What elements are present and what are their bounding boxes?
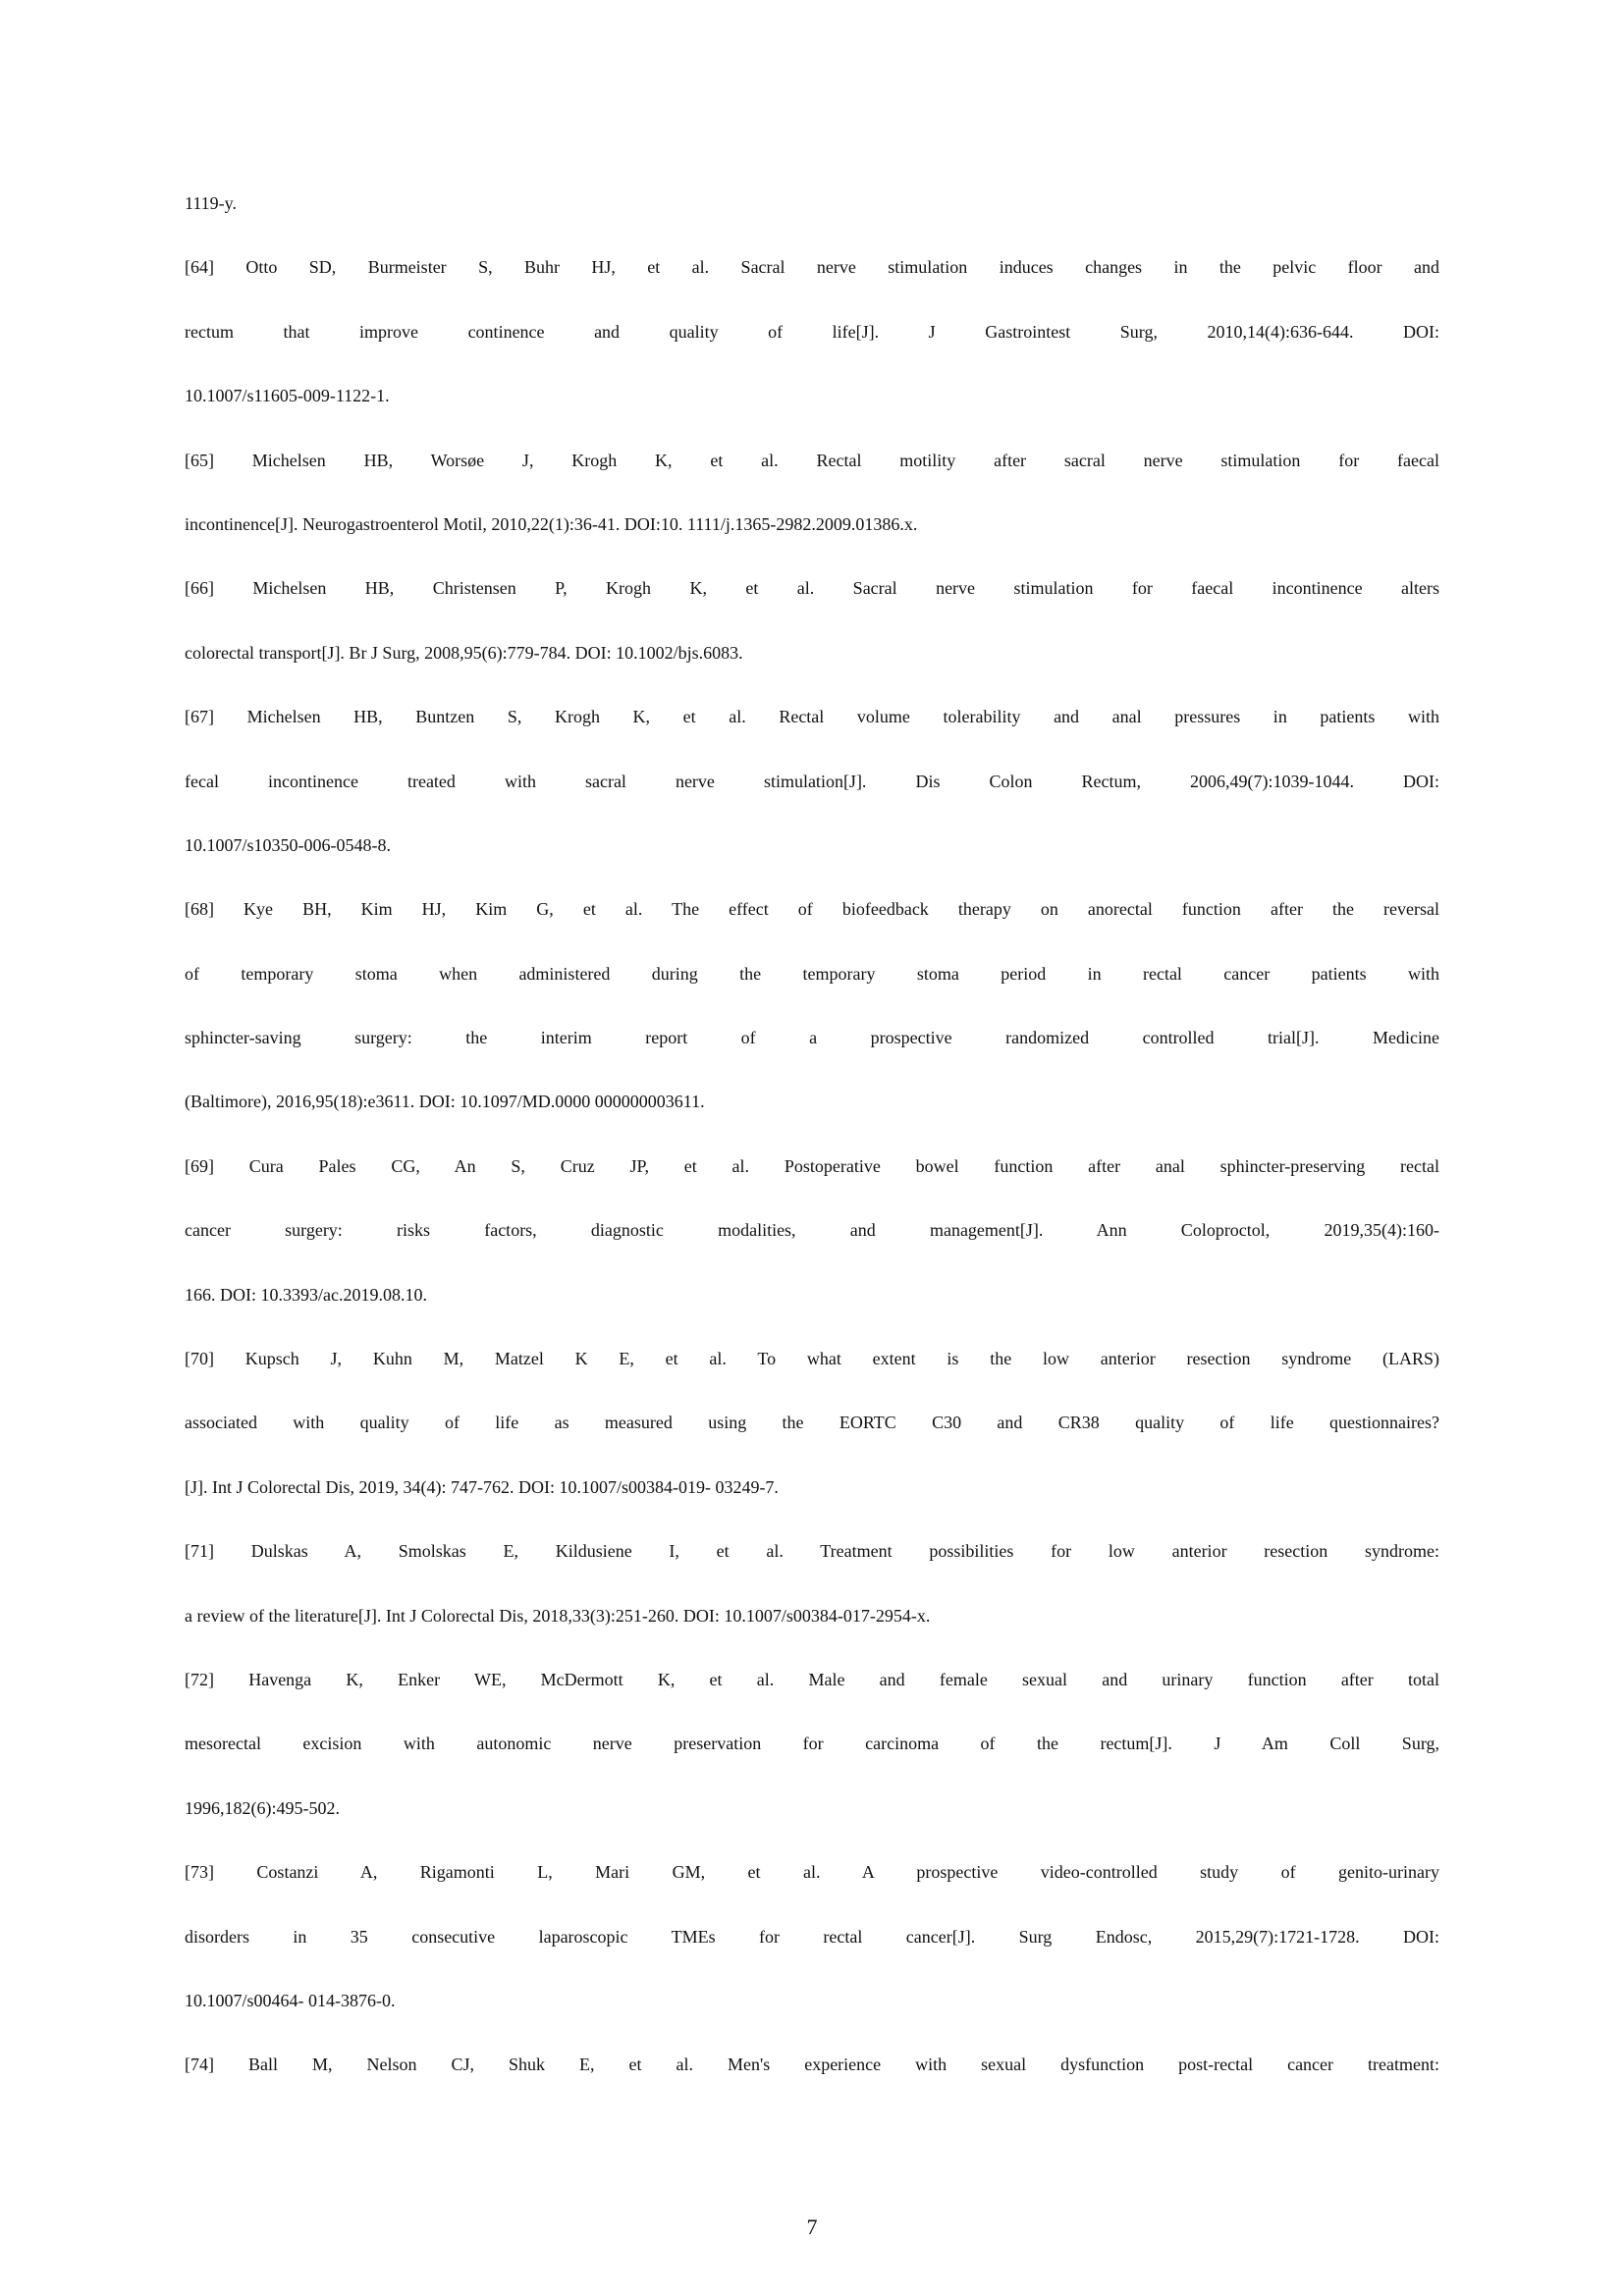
reference-entry [185, 249, 1439, 442]
reference-line: 166. DOI: 10.3393/ac.2019.08.10. [185, 1284, 427, 1305]
reference-line: [67] Michelsen HB, Buntzen S, Krogh K, et al. Rectal volume tolerability and anal pressures in patients with [185, 707, 1439, 727]
reference-entry [185, 2047, 1439, 2110]
reference-entry [185, 699, 1439, 891]
reference-line: sphincter-saving surgery: the interim report of a prospective randomized controlled trial[J]. Medicine [185, 1028, 1439, 1048]
reference-entry [185, 570, 1439, 699]
reference-line: [65] Michelsen HB, Worsøe J, Krogh K, et al. Rectal motility after sacral nerve stimulation for faecal [185, 450, 1439, 470]
reference-line: 10.1007/s00464- 014-3876-0. [185, 1990, 396, 2010]
reference-line: 10.1007/s11605-009-1122-1. [185, 386, 390, 406]
reference-line: [73] Costanzi A, Rigamonti L, Mari GM, et al. A prospective video-controlled study of genito-urinary [185, 1862, 1439, 1883]
reference-line: 1119-y. [185, 193, 237, 213]
reference-line: associated with quality of life as measured using the EORTC C30 and CR38 quality of life questionnaires? [185, 1413, 1439, 1433]
reference-line: [72] Havenga K, Enker WE, McDermott K, et al. Male and female sexual and urinary function after total [185, 1669, 1439, 1689]
reference-line: [66] Michelsen HB, Christensen P, Krogh K, et al. Sacral nerve stimulation for faecal incontinence alters [185, 578, 1439, 599]
reference-entry [185, 186, 1439, 249]
reference-line: a review of the literature[J]. Int J Colorectal Dis, 2018,33(3):251-260. DOI: 10.1007/s00384-017-2954-x. [185, 1605, 931, 1626]
reference-line: fecal incontinence treated with sacral nerve stimulation[J]. Dis Colon Rectum, 2006,49(7):1039-1044. DOI: [185, 771, 1439, 791]
reference-line: rectum that improve continence and quality of life[J]. J Gastrointest Surg, 2010,14(4):636-644. DOI: [185, 321, 1439, 342]
reference-line: incontinence[J]. Neurogastroenterol Motil, 2010,22(1):36-41. DOI:10. 1111/j.1365-2982.2009.01386.x. [185, 513, 918, 534]
reference-line: 10.1007/s10350-006-0548-8. [185, 834, 391, 855]
reference-line: mesorectal excision with autonomic nerve preservation for carcinoma of the rectum[J]. J Am Coll Surg, [185, 1734, 1439, 1754]
reference-entry [185, 1148, 1439, 1341]
reference-line: colorectal transport[J]. Br J Surg, 2008,95(6):779-784. DOI: 10.1002/bjs.6083. [185, 642, 743, 663]
page-number: 7 [806, 2215, 818, 2239]
reference-entry [185, 891, 1439, 1148]
reference-line: [64] Otto SD, Burmeister S, Buhr HJ, et al. Sacral nerve stimulation induces changes in the pelvic floor and [185, 257, 1439, 278]
reference-line: [69] Cura Pales CG, An S, Cruz JP, et al. Postoperative bowel function after anal sphincter-preserving rectal [185, 1155, 1439, 1176]
reference-line: of temporary stoma when administered during the temporary stoma period in rectal cancer patients with [185, 963, 1439, 984]
reference-line: [74] Ball M, Nelson CJ, Shuk E, et al. Men's experience with sexual dysfunction post-rectal cancer treatment: [185, 2055, 1439, 2075]
reference-list [185, 186, 1439, 2111]
reference-line: cancer surgery: risks factors, diagnostic modalities, and management[J]. Ann Coloproctol, 2019,35(4):160- [185, 1220, 1439, 1241]
reference-line: [71] Dulskas A, Smolskas E, Kildusiene I, et al. Treatment possibilities for low anterior resection syndrome: [185, 1541, 1439, 1562]
reference-line: disorders in 35 consecutive laparoscopic TMEs for rectal cancer[J]. Surg Endosc, 2015,29(7):1721-1728. DOI: [185, 1926, 1439, 1947]
reference-line: [70] Kupsch J, Kuhn M, Matzel K E, et al. To what extent is the low anterior resection syndrome (LARS) [185, 1349, 1439, 1369]
reference-entry [185, 443, 1439, 571]
reference-entry [185, 1341, 1439, 1533]
reference-entry [185, 1854, 1439, 2047]
reference-line: [J]. Int J Colorectal Dis, 2019, 34(4): 747-762. DOI: 10.1007/s00384-019- 03249-7. [185, 1476, 779, 1497]
reference-entry [185, 1662, 1439, 1854]
reference-entry [185, 1533, 1439, 1662]
reference-line: 1996,182(6):495-502. [185, 1797, 340, 1818]
reference-line: (Baltimore), 2016,95(18):e3611. DOI: 10.1097/MD.0000 000000003611. [185, 1092, 705, 1112]
reference-line: [68] Kye BH, Kim HJ, Kim G, et al. The effect of biofeedback therapy on anorectal function after the reversal [185, 899, 1439, 920]
